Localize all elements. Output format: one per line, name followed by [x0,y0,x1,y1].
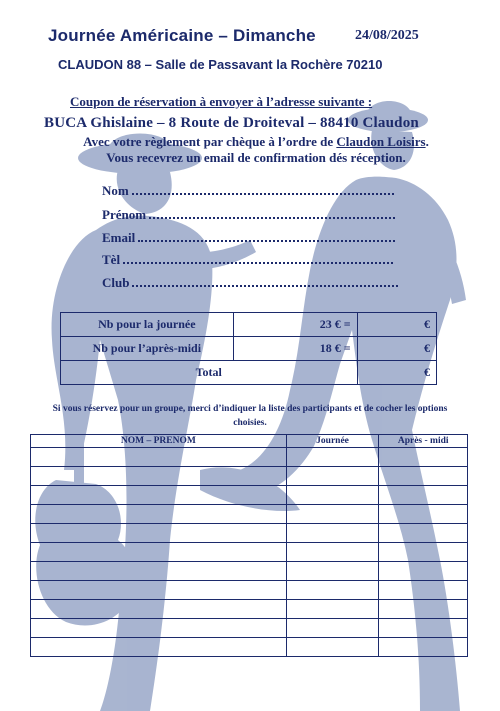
coupon-heading: Coupon de réservation à envoyer à l’adresse suivante : [70,94,373,109]
field-nom-line[interactable] [132,183,394,195]
participant-afternoon-cell[interactable] [379,581,468,600]
group-note: Si vous réservez pour un groupe, merci d’indiquer la liste des participants et de cocher les options choisies. [52,404,448,428]
participants-header-row [31,435,468,448]
pricing-total-cell[interactable]: € [357,361,436,385]
participant-row [31,619,468,638]
participant-name-cell[interactable] [31,600,287,619]
field-email-label: Email [102,230,136,245]
participant-day-cell[interactable] [286,581,379,600]
participant-name-cell[interactable] [31,448,287,467]
participant-day-cell[interactable] [286,467,379,486]
field-email-line[interactable] [138,230,395,242]
participant-afternoon-cell[interactable] [379,467,468,486]
confirmation-text: Vous recevrez un email de confirmation dés réception. [106,150,406,165]
header-afternoon: Après - midi [379,435,468,448]
participant-afternoon-cell[interactable] [379,486,468,505]
field-club-line[interactable] [132,275,398,287]
pricing-label: Nb pour l’après-midi [61,337,234,361]
field-prenom[interactable] [102,207,395,223]
pricing-table [60,312,437,385]
participant-afternoon-cell[interactable] [379,505,468,524]
participant-row [31,524,468,543]
field-tel[interactable] [102,252,393,268]
header-name: NOM – PRENOM [31,435,287,448]
field-nom-label: Nom [102,183,129,198]
participants-table [30,434,468,657]
field-prenom-line[interactable] [149,207,395,219]
event-venue: CLAUDON 88 – Salle de Passavant la Rochère 70210 [58,57,383,72]
field-club[interactable] [102,275,398,291]
pricing-amount-cell[interactable]: € [357,313,436,337]
header-day: Journée [286,435,379,448]
participant-day-cell[interactable] [286,562,379,581]
pricing-row-total [61,361,437,385]
pricing-total-label: Total [61,361,358,385]
participant-afternoon-cell[interactable] [379,600,468,619]
participant-row [31,638,468,657]
field-tel-label: Tèl [102,252,121,267]
participant-name-cell[interactable] [31,562,287,581]
participant-day-cell[interactable] [286,505,379,524]
participant-afternoon-cell[interactable] [379,543,468,562]
pricing-price: 18 € = [233,337,357,361]
payment-instructions [46,134,466,150]
participant-day-cell[interactable] [286,638,379,657]
participant-name-cell[interactable] [31,505,287,524]
field-nom[interactable] [102,183,394,199]
participant-row [31,581,468,600]
pricing-label: Nb pour la journée [61,313,234,337]
participant-afternoon-cell[interactable] [379,448,468,467]
participants-body [31,448,468,657]
participant-name-cell[interactable] [31,467,287,486]
participant-day-cell[interactable] [286,448,379,467]
participant-row [31,486,468,505]
participant-day-cell[interactable] [286,524,379,543]
participant-day-cell[interactable] [286,486,379,505]
participant-afternoon-cell[interactable] [379,562,468,581]
field-tel-line[interactable] [123,252,393,264]
pricing-row-afternoon [61,337,437,361]
participant-name-cell[interactable] [31,543,287,562]
participant-row [31,448,468,467]
participant-afternoon-cell[interactable] [379,619,468,638]
payment-payee: Claudon Loisirs [336,134,426,149]
payment-suffix: . [425,134,429,149]
participant-row [31,543,468,562]
field-club-label: Club [102,275,130,290]
participant-name-cell[interactable] [31,581,287,600]
participant-row [31,600,468,619]
postal-address: BUCA Ghislaine – 8 Route de Droiteval – 88410 Claudon [44,115,419,131]
payment-prefix: Avec votre règlement par chèque à l’ordre de [83,134,337,149]
pricing-row-day [61,313,437,337]
field-email[interactable] [102,230,395,246]
participant-row [31,505,468,524]
participant-day-cell[interactable] [286,619,379,638]
participant-row [31,467,468,486]
event-date: 24/08/2025 [355,28,419,43]
participant-name-cell[interactable] [31,638,287,657]
event-title: Journée Américaine – Dimanche [48,26,316,45]
pricing-amount-cell[interactable]: € [357,337,436,361]
participant-name-cell[interactable] [31,619,287,638]
participant-name-cell[interactable] [31,524,287,543]
participant-name-cell[interactable] [31,486,287,505]
pricing-price: 23 € = [233,313,357,337]
participant-row [31,562,468,581]
participant-afternoon-cell[interactable] [379,638,468,657]
participant-afternoon-cell[interactable] [379,524,468,543]
participant-day-cell[interactable] [286,543,379,562]
participant-day-cell[interactable] [286,600,379,619]
field-prenom-label: Prénom [102,207,147,222]
